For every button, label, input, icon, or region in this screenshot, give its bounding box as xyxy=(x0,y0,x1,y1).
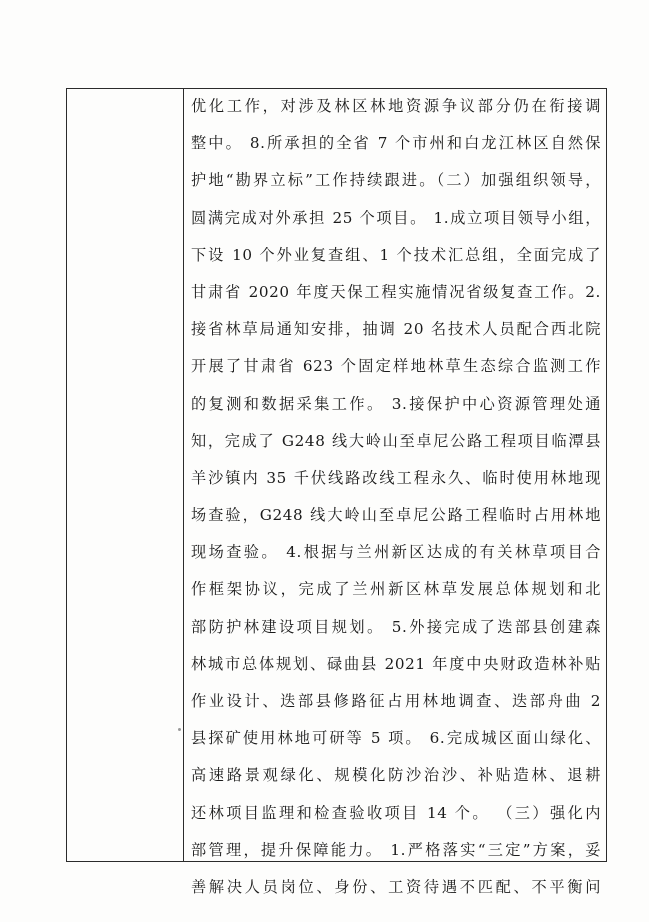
text-line: 羊沙镇内 35 千伏线路改线工程永久、临时使用林地现 xyxy=(191,468,601,487)
text-line: 部防护林建设项目规划。 5.外接完成了迭部县创建森 xyxy=(191,617,601,636)
text-line: 部管理，提升保障能力。 1.严格落实“三定”方案，妥 xyxy=(191,840,601,859)
text-line: 作业设计、迭部县修路征占用林地调查、迭部舟曲 2 xyxy=(191,692,601,710)
text-line: 整中。 8.所承担的全省 7 个市州和白龙江林区自然保 xyxy=(191,134,601,153)
table-cell-content xyxy=(191,88,601,906)
text-line: 林城市总体规划、碌曲县 2021 年度中央财政造林补贴 xyxy=(191,654,601,673)
text-line: 圆满完成对外承担 25 个项目。 1.成立项目领导小组， xyxy=(191,208,601,227)
text-line: 优化工作，对涉及林区林地资源争议部分仍在衔接调 xyxy=(191,97,601,115)
text-line: 接省林草局通知安排，抽调 20 名技术人员配合西北院 xyxy=(191,320,601,339)
text-line: 高速路景观绿化、规模化防沙治沙、补贴造林、退耕 xyxy=(191,766,601,785)
text-line: 下设 10 个外业复查组、1 个技术汇总组，全面完成了 xyxy=(191,245,601,264)
scan-speck xyxy=(178,728,181,731)
text-line: 作框架协议，完成了兰州新区林草发展总体规划和北 xyxy=(191,580,601,599)
text-line: 甘肃省 2020 年度天保工程实施情况省级复查工作。2. xyxy=(191,282,601,301)
table-column-divider xyxy=(183,88,184,862)
text-line: 的复测和数据采集工作。 3.接保护中心资源管理处通 xyxy=(191,394,601,413)
text-line: 还林项目监理和检查验收项目 14 个。 （三）强化内 xyxy=(191,803,601,822)
text-line: 善解决人员岗位、身份、工资待遇不匹配、不平衡问 xyxy=(191,877,601,896)
text-line: 现场查验。 4.根据与兰州新区达成的有关林草项目合 xyxy=(191,543,601,562)
text-line: 场查验，G248 线大岭山至卓尼公路工程临时占用林地 xyxy=(191,506,601,525)
text-line: 护地“勘界立标”工作持续跟进。（二）加强组织领导， xyxy=(191,171,601,190)
text-line: 县探矿使用林地可研等 5 项。 6.完成城区面山绿化、 xyxy=(191,729,601,748)
text-line: 知，完成了 G248 线大岭山至卓尼公路工程项目临潭县 xyxy=(191,431,601,450)
text-line: 开展了甘肃省 623 个固定样地林草生态综合监测工作 xyxy=(191,357,601,376)
